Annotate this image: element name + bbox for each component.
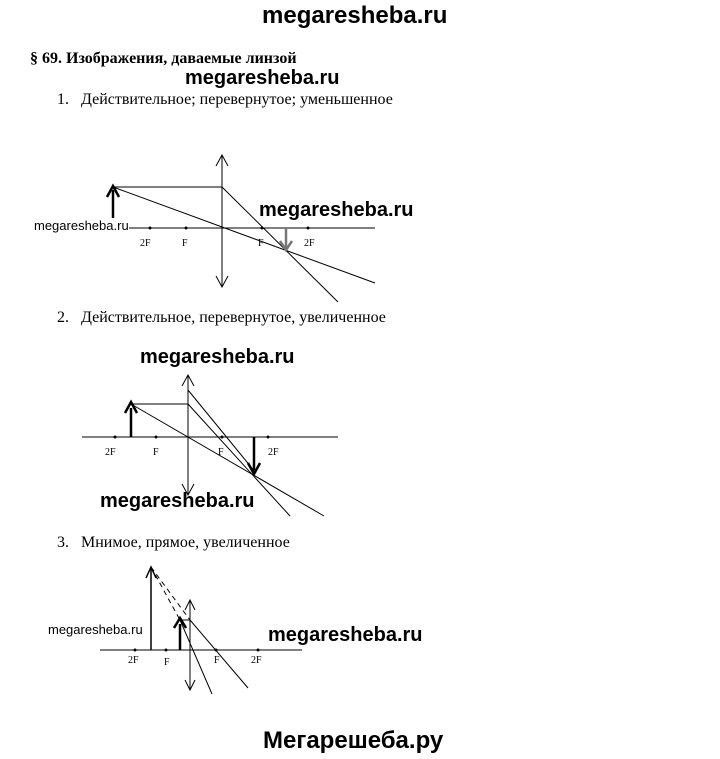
section-heading: § 69. Изображения, даваемые линзой (30, 50, 297, 67)
label-f-right-2: F (218, 447, 224, 458)
label-2f-left-3: 2F (128, 655, 139, 666)
item-1-text: Действительное; перевернутое; уменьшенное (81, 91, 393, 108)
diagram-1 (107, 155, 375, 302)
label-2f-left-2: 2F (105, 447, 116, 458)
item-1-number: 1. (57, 91, 69, 108)
item-2-text: Действительное, перевернутое, увеличенное (81, 309, 386, 326)
watermark-bottom: Мегарешеба.ру (263, 727, 444, 754)
watermark-diagram-3: megaresheba.ru (268, 624, 423, 646)
label-2f-right-1: 2F (304, 238, 315, 249)
watermark-small-1: megaresheba.ru (34, 218, 129, 233)
label-2f-right-3: 2F (251, 655, 262, 666)
label-2f-right-2: 2F (268, 447, 279, 458)
watermark-diagram-2-bottom: megaresheba.ru (100, 490, 255, 512)
label-2f-left-1: 2F (140, 238, 151, 249)
watermark-top: megaresheba.ru (262, 2, 448, 29)
watermark-diagram-2-top: megaresheba.ru (140, 346, 295, 368)
label-f-right-3: F (214, 655, 220, 666)
watermark-small-3: megaresheba.ru (48, 622, 143, 637)
label-f-left-2: F (153, 447, 159, 458)
item-3-number: 3. (57, 534, 69, 551)
label-f-right-1: F (258, 238, 264, 249)
item-2-number: 2. (57, 309, 69, 326)
watermark-heading: megaresheba.ru (185, 67, 340, 89)
label-f-left-1: F (182, 238, 188, 249)
label-f-left-3: F (164, 657, 170, 668)
watermark-diagram-1: megaresheba.ru (259, 199, 414, 221)
item-3-text: Мнимое, прямое, увеличенное (81, 534, 290, 551)
